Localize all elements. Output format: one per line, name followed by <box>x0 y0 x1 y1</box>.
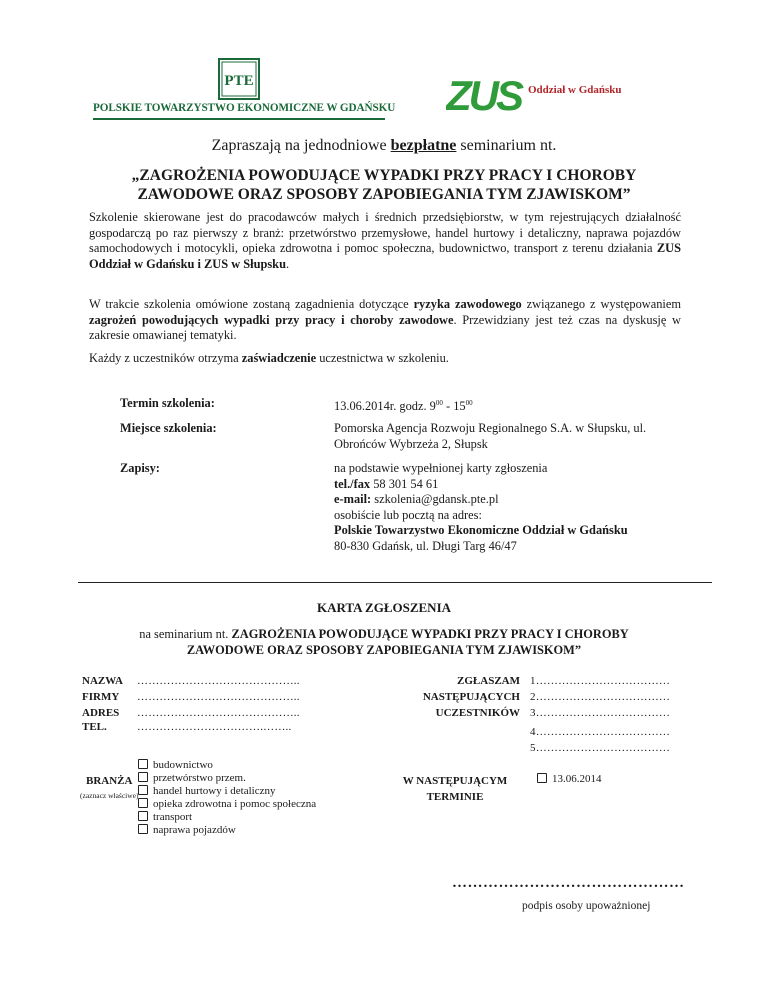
participants-fields[interactable]: 1……………………………… 2……………………………… 3……………………………… 4……………………………… 5……………………………… <box>530 675 671 754</box>
zus-branch: Oddział w Gdańsku <box>528 84 622 96</box>
term-value: 13.06.2014r. godz. $9^{00} - 15^{00}$ <box>334 399 473 414</box>
zus-logo <box>446 76 524 119</box>
participants-label: ZGŁASZAM NASTĘPUJĄCYCH UCZESTNIKÓW <box>422 675 520 719</box>
place-label: Miejsce szkolenia: <box>120 421 217 435</box>
paragraph-audience: Szkolenie skierowane jest do pracodawców małych i średnich przedsiębiorstw, w tym rejestrujących działalność gospodarczą po raz pierwszy z branż: przetwórstwo przemysłowe, handel hurtowy i detaliczny, naprawa pojazdów samochodowych i motocykli, opieka zdrowotna i pomoc społeczna, budownictwo, transport z terenu działania ZUS Oddział w Gdańsku i ZUS w Słupsku. <box>89 210 681 271</box>
term-option[interactable]: 13.06.2014 <box>537 773 602 785</box>
signature-field[interactable]: ……………………………………… <box>452 875 685 891</box>
tel-label: TEL. <box>82 721 107 733</box>
registration-label: Zapisy: <box>120 461 160 475</box>
card-subtitle: na seminarium nt. ZAGROŻENIA POWODUJĄCE WYPADKI PRZY PRACY I CHOROBY ZAWODOWE ORAZ SPOSOBY ZAPOBIEGANIA TYM ZJAWISKOM” <box>139 627 629 657</box>
branch-option[interactable]: naprawa pojazdów <box>138 824 316 837</box>
branch-option[interactable]: transport <box>138 811 316 824</box>
signature-label: podpis osoby upoważnionej <box>522 900 651 912</box>
checkbox[interactable] <box>138 798 148 808</box>
branch-label: BRANŻA <box>86 775 133 787</box>
checkbox[interactable] <box>138 824 148 834</box>
registration-value: na podstawie wypełnionej karty zgłoszenia tel./fax 58 301 54 61 e-mail: szkolenia@gdansk.pte.pl osobiście lub pocztą na adres: Polskie Towarzystwo Ekonomiczne Oddział w Gdańsku 80-830 Gdańsk, ul. Długi Targ 46/47 <box>334 461 628 553</box>
firm-fields[interactable]: …………………………………….. …………………………………….. …………………………………….. <box>137 675 300 719</box>
paragraph-topics: W trakcie szkolenia omówione zostaną zagadnienia dotyczące ryzyka zawodowego związanego z występowaniem zagrożeń powodujących wypadki przy pracy i choroby zawodowe. Przewidziany jest też czas na dyskusję w zakresie omawianej tematyki. <box>89 297 681 342</box>
term-choice-label: W NASTĘPUJĄCYM TERMINIE <box>402 775 508 803</box>
checkbox[interactable] <box>138 759 148 769</box>
pte-emblem-icon <box>218 58 260 100</box>
checkbox[interactable] <box>138 772 148 782</box>
branch-option[interactable]: budownictwo <box>138 759 316 772</box>
email-link[interactable]: szkolenia@gdansk.pte.pl <box>371 492 499 506</box>
pte-rule <box>93 118 385 120</box>
term-label: Termin szkolenia: <box>120 396 215 410</box>
checkbox[interactable] <box>138 811 148 821</box>
branch-option[interactable]: przetwórstwo przem. <box>138 772 316 785</box>
paragraph-certificate: Każdy z uczestników otrzyma zaświadczenie uczestnictwa w szkoleniu. <box>89 351 449 365</box>
tel-field[interactable]: …………………………….…….. <box>137 721 292 733</box>
pte-logo <box>93 58 396 122</box>
free-emphasis: bezpłatne <box>390 137 457 154</box>
checkbox[interactable] <box>138 785 148 795</box>
checkbox[interactable] <box>537 773 547 783</box>
zus-logo-text: ZUS <box>446 76 521 114</box>
pte-name: POLSKIE TOWARZYSTWO EKONOMICZNE W GDAŃSKU <box>93 102 396 114</box>
branch-option[interactable]: handel hurtowy i detaliczny <box>138 785 316 798</box>
firm-labels: NAZWA FIRMY ADRES <box>82 675 123 719</box>
card-title: KARTA ZGŁOSZENIA <box>316 600 452 615</box>
branch-option[interactable]: opieka zdrowotna i pomoc społeczna <box>138 798 316 811</box>
branch-note: (zaznacz właściwe) <box>80 791 139 800</box>
pte-emblem-text: PTE <box>224 73 254 89</box>
seminar-title: „ZAGROŻENIA POWODUJĄCE WYPADKI PRZY PRACY I CHOROBY ZAWODOWE ORAZ SPOSOBY ZAPOBIEGANIA TYM ZJAWISKOM” <box>131 167 637 203</box>
section-divider <box>78 582 712 583</box>
place-value: Pomorska Agencja Rozwoju Regionalnego S.A. w Słupsku, ul. Obrońców Wybrzeża 2, Słupsk <box>334 421 647 451</box>
branch-options <box>138 759 316 837</box>
invite-line: Zapraszają na jednodniowe bezpłatne seminarium nt. <box>211 137 557 154</box>
